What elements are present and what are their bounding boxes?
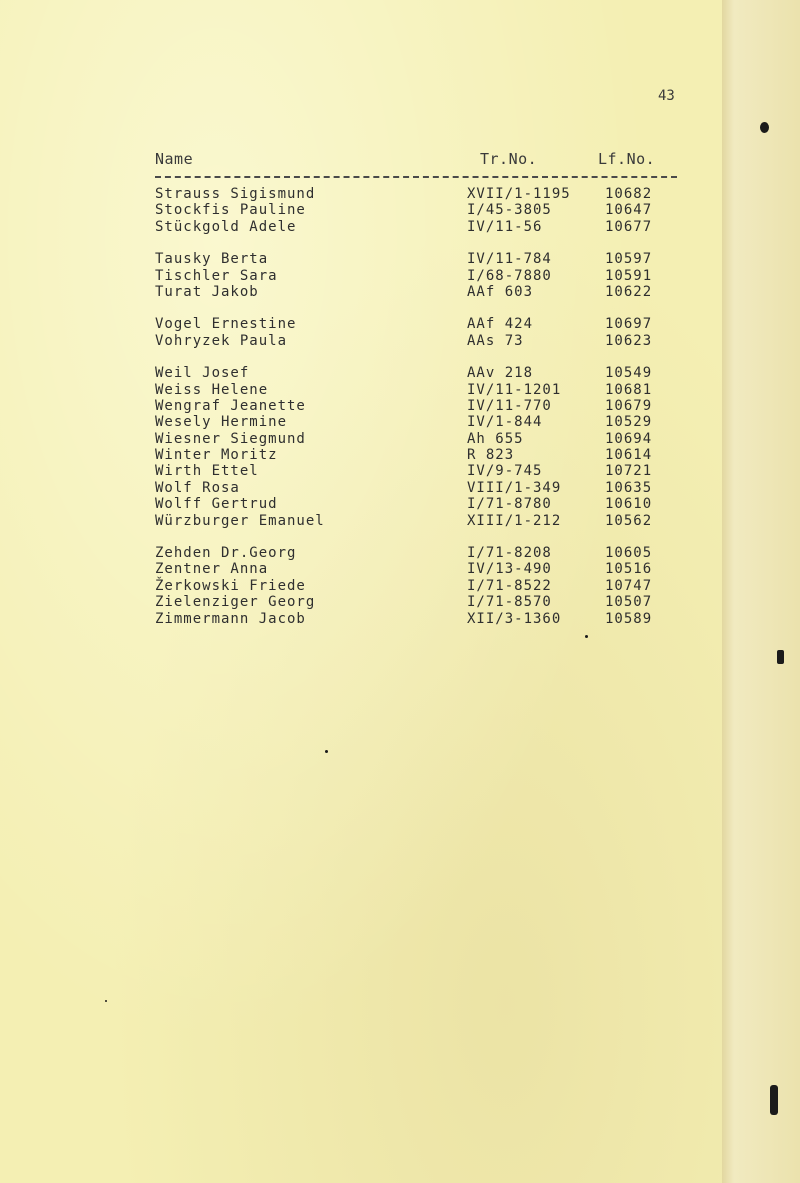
serial-number: 10721 [605,463,653,480]
transport-number: XVII/1-1195 [467,186,571,202]
ink-speck [325,750,328,753]
table-row [0,186,722,202]
name-group [0,545,722,627]
serial-number: 10677 [605,218,653,235]
table-row [0,365,722,381]
serial-number: 10647 [605,202,653,219]
person-name: Stockfis Pauline [155,202,306,219]
serial-number: 10635 [605,479,653,496]
transport-number: AAf 603 [467,283,534,300]
person-name: Wolf Rosa [155,479,240,496]
transport-number: VIII/1-349 [467,479,562,496]
serial-number: 10622 [605,283,653,300]
serial-number: 10747 [605,577,653,594]
table-row [0,480,722,496]
serial-number: 10682 [605,186,653,202]
table-row [0,545,722,561]
transport-number: IV/11-56 [467,218,543,235]
transport-number: I/68-7880 [467,267,552,284]
transport-number: I/71-8780 [467,496,552,513]
name-group [0,316,722,349]
table-row [0,398,722,414]
person-name: Weiss Helene [155,381,269,398]
transport-number: I/71-8570 [467,594,552,611]
table-row [0,202,722,218]
table-row [0,463,722,479]
serial-number: 10562 [605,512,653,529]
name-group [0,251,722,300]
serial-number: 10549 [605,365,653,382]
table-row [0,496,722,512]
serial-number: 10694 [605,430,653,447]
transport-number: XIII/1-212 [467,512,562,529]
serial-number: 10589 [605,610,653,627]
person-name: Zielenziger Georg [155,594,316,611]
transport-number: I/71-8522 [467,577,552,594]
person-name: Vogel Ernestine [155,316,297,333]
table-row [0,513,722,529]
table-row [0,316,722,332]
person-name: Vohryzek Paula [155,332,288,349]
table-row [0,611,722,627]
transport-number: IV/11-770 [467,397,552,414]
person-name: Stückgold Adele [155,218,297,235]
person-name: Würzburger Emanuel [155,512,325,529]
person-name: Wolff Gertrud [155,496,278,513]
serial-number: 10679 [605,397,653,414]
ink-speck [760,122,769,133]
transport-number: AAf 424 [467,316,534,333]
table-row [0,594,722,610]
transport-number: AAs 73 [467,332,524,349]
underlying-page-edge [722,0,800,1183]
name-group [0,186,722,235]
serial-number: 10507 [605,594,653,611]
transport-number: IV/9-745 [467,463,543,480]
person-name: Zentner Anna [155,561,269,578]
person-name: Strauss Sigismund [155,186,316,202]
column-header-lf-no: Lf.No. [598,150,656,168]
name-group [0,365,722,529]
table-row [0,268,722,284]
serial-number: 10597 [605,251,653,268]
ink-speck [105,1000,107,1002]
transport-number: IV/11-1201 [467,381,562,398]
header-divider [155,176,677,178]
column-header-name: Name [155,150,194,168]
serial-number: 10516 [605,561,653,578]
person-name: Tischler Sara [155,267,278,284]
page-number: 43 [658,88,675,104]
person-name: Zimmermann Jacob [155,610,306,627]
transport-number: IV/1-844 [467,414,543,431]
person-name: Wesely Hermine [155,414,288,431]
transport-number: IV/13-490 [467,561,552,578]
transport-number: R 823 [467,447,515,464]
table-row [0,414,722,430]
transport-number: Ah 655 [467,430,524,447]
serial-number: 10610 [605,496,653,513]
person-name: Zehden Dr.Georg [155,545,297,562]
transport-number: I/71-8208 [467,545,552,562]
serial-number: 10623 [605,332,653,349]
name-list-table [0,186,722,643]
table-row [0,447,722,463]
transport-number: I/45-3805 [467,202,552,219]
person-name: Wiesner Siegmund [155,430,306,447]
serial-number: 10614 [605,447,653,464]
table-row [0,219,722,235]
serial-number: 10697 [605,316,653,333]
table-row [0,333,722,349]
table-row [0,382,722,398]
serial-number: 10529 [605,414,653,431]
person-name: Wirth Ettel [155,463,259,480]
transport-number: XII/3-1360 [467,610,562,627]
table-row [0,284,722,300]
column-header-tr-no: Tr.No. [480,150,538,168]
person-name: Winter Moritz [155,447,278,464]
ink-speck [770,1085,778,1115]
table-row [0,561,722,577]
serial-number: 10591 [605,267,653,284]
person-name: Žerkowski Friede [155,577,306,594]
ink-speck [777,650,784,664]
serial-number: 10605 [605,545,653,562]
person-name: Wengraf Jeanette [155,397,306,414]
table-row [0,251,722,267]
table-row [0,578,722,594]
ink-speck [585,635,588,638]
transport-number: IV/11-784 [467,251,552,268]
person-name: Weil Josef [155,365,250,382]
serial-number: 10681 [605,381,653,398]
person-name: Turat Jakob [155,283,259,300]
person-name: Tausky Berta [155,251,269,268]
transport-number: AAv 218 [467,365,534,382]
table-row [0,431,722,447]
